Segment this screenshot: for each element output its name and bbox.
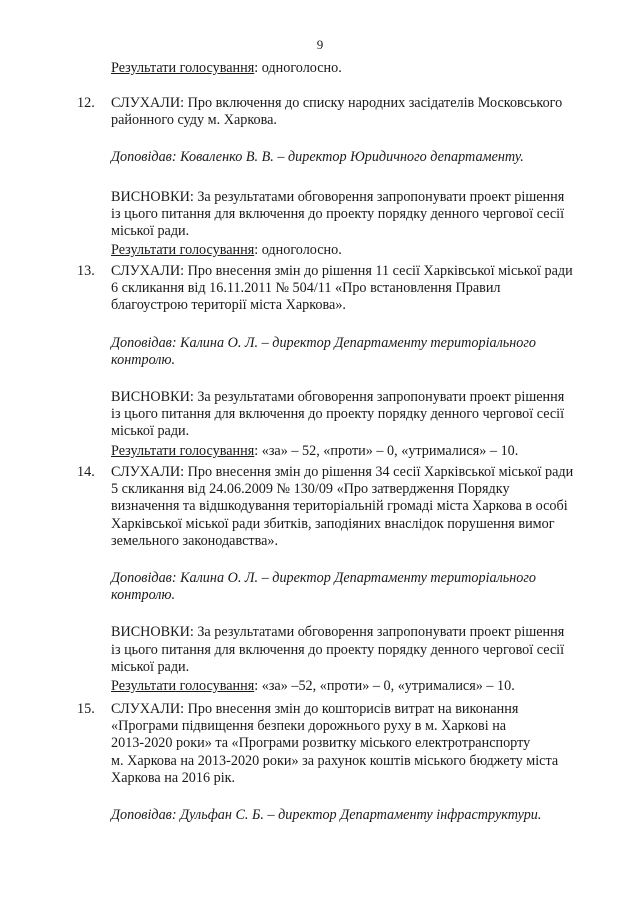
conclusion-line: міської ради. bbox=[111, 423, 190, 440]
conclusion-line: із цього питання для включення до проекту порядку денного чергової сесії bbox=[111, 205, 565, 222]
heard-line: СЛУХАЛИ: Про включення до списку народних засідателів Московського bbox=[111, 95, 563, 111]
conclusion-line: міської ради. bbox=[111, 223, 190, 240]
speaker-line: Доповідав: Калина О. Л. – директор Департаменту територіального bbox=[111, 334, 537, 351]
speaker-line: Доповідав: Коваленко В. В. – директор Юридичного департаменту. bbox=[111, 149, 524, 166]
heard-line: СЛУХАЛИ: Про внесення змін до рішення 11 сесії Харківської міської ради bbox=[111, 263, 573, 279]
heard-section bbox=[111, 263, 605, 315]
vote-label: Результати голосування bbox=[111, 60, 255, 76]
vote-value: «за» – 52, «проти» – 0, «утрималися» – 10. bbox=[261, 442, 519, 459]
heard-line: земельного законодавства». bbox=[111, 532, 279, 549]
heard-line: м. Харкова на 2013-2020 роки» за рахунок коштів міського бюджету міста bbox=[111, 752, 559, 769]
previous-item-vote-result bbox=[111, 60, 342, 77]
speaker-line: контролю. bbox=[111, 587, 176, 604]
agenda-item-14 bbox=[77, 464, 605, 695]
heard-section bbox=[111, 95, 605, 129]
vote-result bbox=[111, 678, 605, 695]
heard-section bbox=[111, 464, 605, 550]
item-number: 14. bbox=[77, 464, 95, 480]
vote-result bbox=[111, 443, 605, 460]
page-number: 9 bbox=[316, 37, 324, 52]
conclusion-line: із цього питання для включення до проекту порядку денного чергової сесії bbox=[111, 406, 565, 423]
vote-separator: : bbox=[254, 442, 262, 459]
heard-line: Харківської міської ради збитків, заподіяних внаслідок порушення вимог bbox=[111, 515, 555, 532]
agenda-item-15 bbox=[77, 701, 605, 824]
vote-separator: : bbox=[254, 242, 262, 259]
heard-line: визначення та відшкодування територіальній громаді міста Харкова в особі bbox=[111, 498, 568, 515]
vote-label: Результати голосування bbox=[111, 678, 255, 695]
speaker-line: контролю. bbox=[111, 351, 176, 368]
conclusion-line: ВИСНОВКИ: За результатами обговорення запропонувати проект рішення bbox=[111, 188, 565, 205]
heard-line: СЛУХАЛИ: Про внесення змін до кошторисів витрат на виконання bbox=[111, 701, 519, 717]
heard-line: 6 скликання від 16.11.2011 № 504/11 «Про встановлення Правил bbox=[111, 280, 501, 297]
agenda-item-12 bbox=[77, 95, 605, 259]
vote-separator: : bbox=[254, 60, 262, 76]
item-number: 13. bbox=[77, 263, 95, 279]
conclusion-line: ВИСНОВКИ: За результатами обговорення запропонувати проект рішення bbox=[111, 389, 565, 406]
item-number: 15. bbox=[77, 701, 95, 717]
vote-separator: : bbox=[254, 678, 262, 695]
speaker-section bbox=[111, 570, 605, 604]
heard-line: 5 скликання від 24.06.2009 № 130/09 «Про затвердження Порядку bbox=[111, 481, 510, 498]
conclusion-line: із цього питання для включення до проекту порядку денного чергової сесії bbox=[111, 641, 565, 658]
heard-line: благоустрою території міста Харкова». bbox=[111, 297, 346, 314]
speaker-section bbox=[111, 335, 605, 369]
vote-label: Результати голосування bbox=[111, 442, 255, 459]
item-number: 12. bbox=[77, 95, 95, 111]
heard-line: «Програми підвищення безпеки дорожнього руху в м. Харкові на bbox=[111, 718, 507, 735]
vote-value: одноголосно. bbox=[261, 242, 342, 259]
speaker-line: Доповідав: Дульфан С. Б. – директор Департаменту інфраструктури. bbox=[111, 807, 542, 824]
heard-line: районного суду м. Харкова. bbox=[111, 112, 277, 129]
agenda-item-13 bbox=[77, 263, 605, 460]
heard-line: СЛУХАЛИ: Про внесення змін до рішення 34 сесії Харківської міської ради bbox=[111, 464, 574, 480]
conclusion-line: ВИСНОВКИ: За результатами обговорення запропонувати проект рішення bbox=[111, 624, 565, 641]
vote-label: Результати голосування bbox=[111, 242, 255, 259]
conclusion-section bbox=[111, 189, 605, 241]
conclusion-line: міської ради. bbox=[111, 658, 190, 675]
conclusion-section bbox=[111, 624, 605, 676]
speaker-line: Доповідав: Калина О. Л. – директор Департаменту територіального bbox=[111, 570, 537, 587]
heard-section bbox=[111, 701, 605, 787]
heard-line: Харкова на 2016 рік. bbox=[111, 769, 236, 786]
conclusion-section bbox=[111, 389, 605, 441]
vote-result bbox=[111, 242, 605, 259]
vote-value: «за» –52, «проти» – 0, «утрималися» – 10. bbox=[261, 678, 515, 695]
vote-value: одноголосно. bbox=[261, 60, 342, 76]
heard-line: 2013-2020 роки» та «Програми розвитку міського електротранспорту bbox=[111, 735, 531, 752]
